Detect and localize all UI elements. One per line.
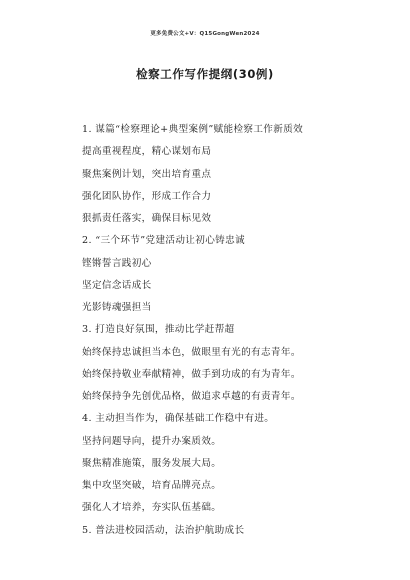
outline-line: 坚定信念话成长 (82, 279, 152, 291)
outline-line: 强化团队协作，形成工作合力 (82, 190, 212, 202)
outline-line: 狠抓责任落实，确保目标见效 (82, 213, 212, 224)
outline-line: 铿锵誓言践初心 (82, 257, 152, 269)
outline-line: 强化人才培养，夯实队伍基础。 (82, 502, 222, 514)
watermark-text: 更多免费公文+V：Q15GongWen2024 (150, 31, 260, 37)
outline-heading-2: 2. “三个环节”党建活动让初心铸忠诚 (82, 235, 245, 247)
outline-heading-1: 1. 谋篇“检察理论+典型案例”赋能检察工作新质效 (82, 124, 304, 135)
outline-line: 始终保持争先创优品格，做追求卓越的有责青年。 (82, 391, 301, 402)
outline-line: 提高重视程度，精心谋划布局 (82, 146, 212, 158)
outline-line: 聚焦案例计划，突出培育重点 (82, 168, 212, 180)
outline-body (82, 119, 382, 542)
outline-heading-5: 5. 普法进校园活动，法治护航助成长 (82, 524, 245, 536)
document-title: 检察工作写作提纲(30例) (136, 67, 274, 81)
outline-line: 坚持问题导向，提升办案质效。 (82, 435, 222, 447)
outline-heading-3: 3. 打造良好氛围，推动比学赶帮超 (82, 324, 235, 336)
outline-line: 始终保持忠诚担当本色，做眼里有光的有志青年。 (82, 346, 301, 358)
outline-line: 集中攻坚突破，培育品牌亮点。 (82, 480, 222, 491)
outline-line: 始终保持敬业奉献精神，做手到功成的有为青年。 (82, 368, 301, 380)
outline-line: 聚焦精准施策，服务发展大局。 (82, 457, 222, 469)
outline-heading-4: 4. 主动担当作为，确保基础工作稳中有进。 (82, 413, 275, 425)
outline-line: 光影铸魂强担当 (82, 302, 152, 313)
